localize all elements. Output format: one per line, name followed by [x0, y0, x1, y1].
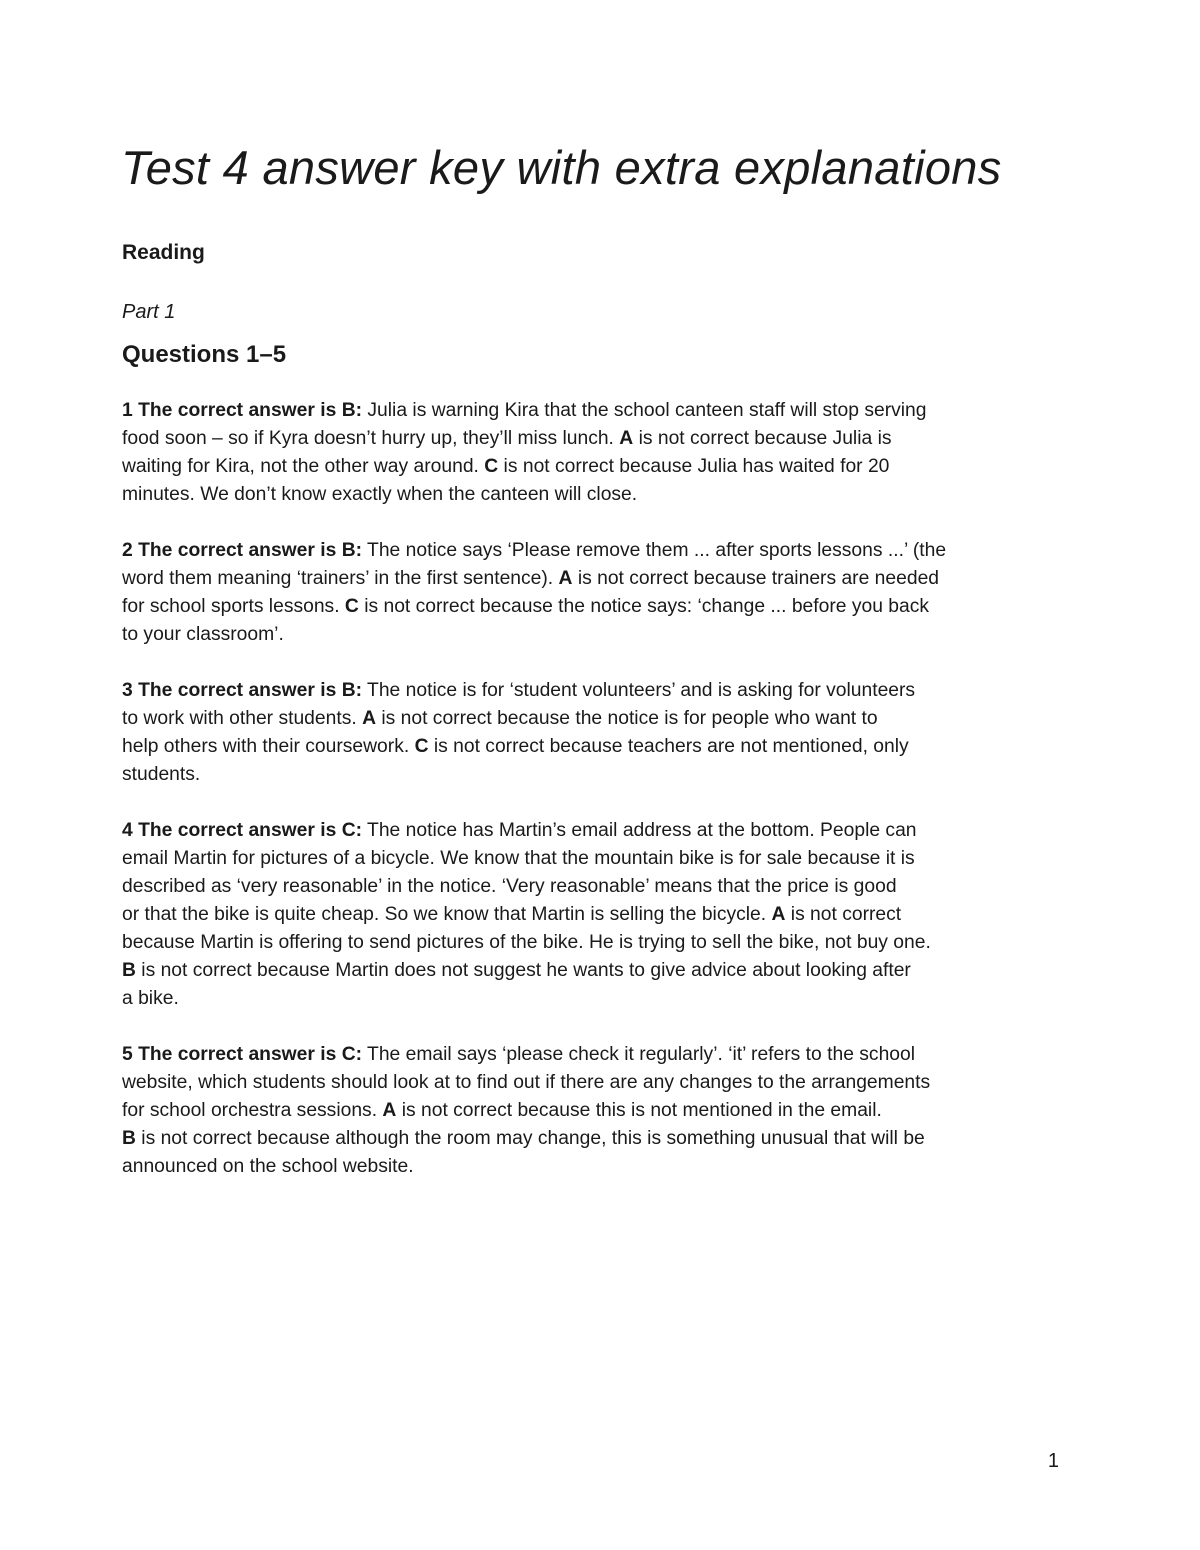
text-run: for school sports lessons. — [122, 596, 345, 617]
text-run: is not correct because this is not mentioned in the email. — [396, 1100, 882, 1121]
text-run: is not correct — [785, 904, 902, 925]
document-title: Test 4 answer key with extra explanations — [121, 141, 1002, 194]
text-run: is not correct because Julia is — [633, 428, 892, 449]
answer-line — [122, 1153, 1082, 1181]
bold-run: A — [382, 1100, 397, 1121]
answer-paragraph-1 — [122, 397, 1082, 509]
section-heading-reading: Reading — [122, 241, 205, 264]
bold-run: A — [771, 904, 786, 925]
questions-heading: Questions 1–5 — [122, 341, 287, 368]
answer-line — [122, 565, 1082, 593]
page-number: 1 — [1047, 1450, 1059, 1472]
answer-line — [122, 1041, 1082, 1069]
bold-run: B — [122, 960, 136, 981]
text-run: is not correct because the notice is for people who want to — [376, 708, 878, 729]
text-run: The notice has Martin’s email address at the bottom. People can — [362, 820, 917, 841]
answer-line — [122, 593, 1082, 621]
text-run: help others with their coursework. — [122, 736, 415, 757]
text-run: to work with other students. — [122, 708, 363, 729]
answer-paragraph-2 — [122, 537, 1082, 649]
answer-paragraph-4 — [122, 817, 1082, 1013]
answer-line — [122, 929, 1082, 957]
answer-line — [122, 985, 1082, 1013]
answer-line — [122, 1125, 1082, 1153]
answer-paragraph-3 — [122, 677, 1082, 789]
answer-line — [122, 1069, 1082, 1097]
answer-line — [122, 1097, 1082, 1125]
text-run: The notice says ‘Please remove them ... after sports lessons ...’ (the — [362, 540, 947, 561]
text-run: minutes. We don’t know exactly when the canteen will close. — [122, 484, 638, 505]
part-label: Part 1 — [122, 301, 176, 323]
bold-run: 4 The correct answer is C: — [122, 820, 363, 841]
answer-line — [122, 957, 1082, 985]
text-run: word them meaning ‘trainers’ in the first sentence). — [122, 568, 559, 589]
answer-line — [122, 537, 1082, 565]
answer-line — [122, 873, 1082, 901]
bold-run: 3 The correct answer is B: — [122, 680, 363, 701]
text-run: a bike. — [122, 988, 179, 1009]
answer-paragraph-5 — [122, 1041, 1082, 1181]
text-run: announced on the school website. — [122, 1156, 414, 1177]
text-run: is not correct because Martin does not suggest he wants to give advice about looking after — [135, 960, 911, 981]
bold-run: A — [619, 428, 634, 449]
text-run: because Martin is offering to send pictures of the bike. He is trying to sell the bike, not buy one. — [122, 932, 931, 953]
text-run: email Martin for pictures of a bicycle. We know that the mountain bike is for sale because it is — [122, 848, 915, 869]
answer-line — [122, 397, 1082, 425]
text-run: is not correct because Julia has waited for 20 — [498, 456, 890, 477]
answer-line — [122, 761, 1082, 789]
bold-run: A — [558, 568, 573, 589]
text-run: waiting for Kira, not the other way around. — [122, 456, 485, 477]
answer-line — [122, 733, 1082, 761]
text-run: Julia is warning Kira that the school canteen staff will stop serving — [362, 400, 927, 421]
text-run: for school orchestra sessions. — [122, 1100, 383, 1121]
text-run: to your classroom’. — [122, 624, 284, 645]
answer-list — [122, 397, 1082, 1209]
answer-line — [122, 425, 1082, 453]
answer-line — [122, 453, 1082, 481]
text-run: food soon – so if Kyra doesn’t hurry up, they’ll miss lunch. — [122, 428, 620, 449]
text-run: is not correct because although the room may change, this is something unusual that will be — [135, 1128, 925, 1149]
answer-line — [122, 845, 1082, 873]
bold-run: 5 The correct answer is C: — [122, 1044, 363, 1065]
bold-run: 2 The correct answer is B: — [122, 540, 363, 561]
text-run: students. — [122, 764, 201, 785]
answer-line — [122, 901, 1082, 929]
answer-line — [122, 621, 1082, 649]
answer-line — [122, 705, 1082, 733]
bold-run: C — [344, 596, 359, 617]
text-run: The email says ‘please check it regularly’. ‘it’ refers to the school — [362, 1044, 916, 1065]
bold-run: C — [484, 456, 499, 477]
text-run: is not correct because teachers are not mentioned, only — [428, 736, 909, 757]
bold-run: C — [414, 736, 429, 757]
answer-line — [122, 817, 1082, 845]
text-run: website, which students should look at to find out if there are any changes to the arrangements — [122, 1072, 931, 1093]
answer-line — [122, 481, 1082, 509]
text-run: or that the bike is quite cheap. So we know that Martin is selling the bicycle. — [122, 904, 772, 925]
text-run: described as ‘very reasonable’ in the notice. ‘Very reasonable’ means that the price is good — [122, 876, 897, 897]
bold-run: A — [362, 708, 376, 729]
bold-run: B — [122, 1128, 136, 1149]
answer-line — [122, 677, 1082, 705]
bold-run: 1 The correct answer is B: — [122, 400, 363, 421]
text-run: The notice is for ‘student volunteers’ and is asking for volunteers — [362, 680, 916, 701]
text-run: is not correct because the notice says: ‘change ... before you back — [358, 596, 930, 617]
text-run: is not correct because trainers are needed — [572, 568, 940, 589]
